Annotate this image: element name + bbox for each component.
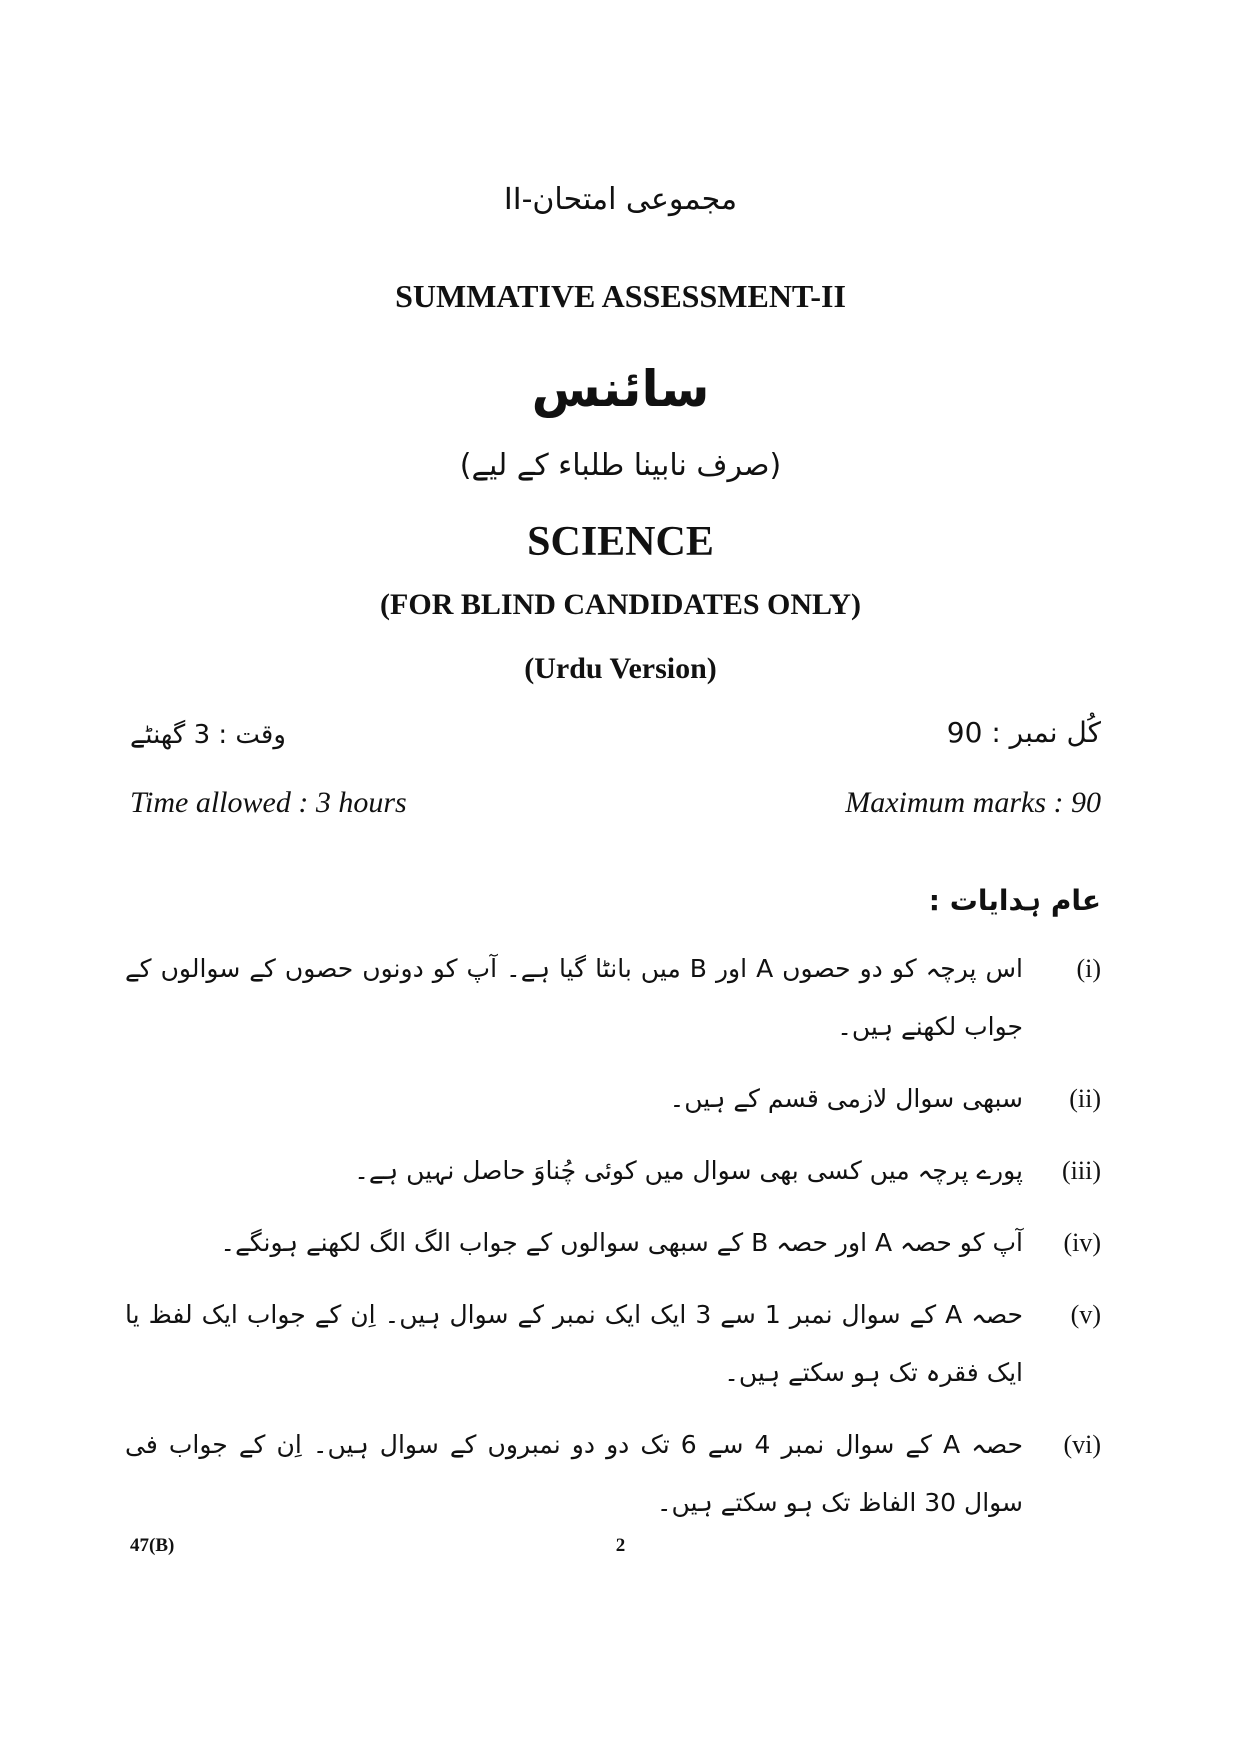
instruction-item <box>125 1416 1101 1532</box>
instruction-item <box>125 1070 1101 1128</box>
paper-code: 47(B) <box>130 1535 175 1556</box>
time-allowed-urdu: وقت : 3 گھنٹے <box>130 720 286 750</box>
instruction-number: (vi) <box>1063 1430 1101 1459</box>
instruction-item <box>125 1142 1101 1200</box>
instruction-text: حصہ A کے سوال نمبر 1 سے 3 ایک ایک نمبر کے سوال ہیں۔ اِن کے جواب ایک لفظ یا ایک فقرہ تک ہو سکتے ہیں۔ <box>125 1300 1024 1387</box>
instruction-number: (iv) <box>1063 1228 1101 1257</box>
instruction-number: (iii) <box>1062 1156 1101 1185</box>
for-blind-english: (FOR BLIND CANDIDATES ONLY) <box>380 588 861 621</box>
subject-english: SCIENCE <box>527 519 714 565</box>
urdu-exam-title: مجموعی امتحان-II <box>503 182 738 217</box>
instruction-number: (v) <box>1070 1300 1101 1329</box>
instruction-number: (ii) <box>1069 1084 1101 1113</box>
instruction-text: حصہ A کے سوال نمبر 4 سے 6 تک دو دو نمبروں کے سوال ہیں۔ اِن کے جواب فی سوال 30 الفاظ تک ہو سکتے ہیں۔ <box>125 1430 1023 1517</box>
instructions-heading: عام ہدایات : <box>928 884 1101 917</box>
instruction-item <box>125 1286 1101 1402</box>
maximum-marks-urdu: کُل نمبر : 90 <box>946 716 1101 749</box>
instructions-list <box>125 940 1101 1546</box>
subject-urdu: سائنس <box>531 360 710 418</box>
instruction-text: آپ کو حصہ A اور حصہ B کے سبھی سوالوں کے جواب الگ الگ لکھنے ہونگے۔ <box>220 1228 1023 1257</box>
time-allowed-english: Time allowed : 3 hours <box>130 786 407 819</box>
instruction-number: (i) <box>1076 954 1101 983</box>
for-blind-urdu: (صرف نابینا طلباء کے لیے) <box>459 448 782 483</box>
instruction-item <box>125 1214 1101 1272</box>
maximum-marks-english: Maximum marks : 90 <box>845 786 1101 819</box>
instruction-item <box>125 940 1101 1056</box>
version-label: (Urdu Version) <box>524 652 717 685</box>
instruction-text: سبھی سوال لازمی قسم کے ہیں۔ <box>669 1084 1023 1113</box>
english-exam-title: SUMMATIVE ASSESSMENT-II <box>395 278 846 314</box>
page-number: 2 <box>615 1535 626 1556</box>
instruction-text: پورے پرچہ میں کسی بھی سوال میں کوئی چُناوَ حاصل نہیں ہے۔ <box>354 1156 1023 1185</box>
instruction-text: اس پرچہ کو دو حصوں A اور B میں بانٹا گیا ہے۔ آپ کو دونوں حصوں کے سوالوں کے جواب لکھنے ہیں۔ <box>125 954 1023 1041</box>
